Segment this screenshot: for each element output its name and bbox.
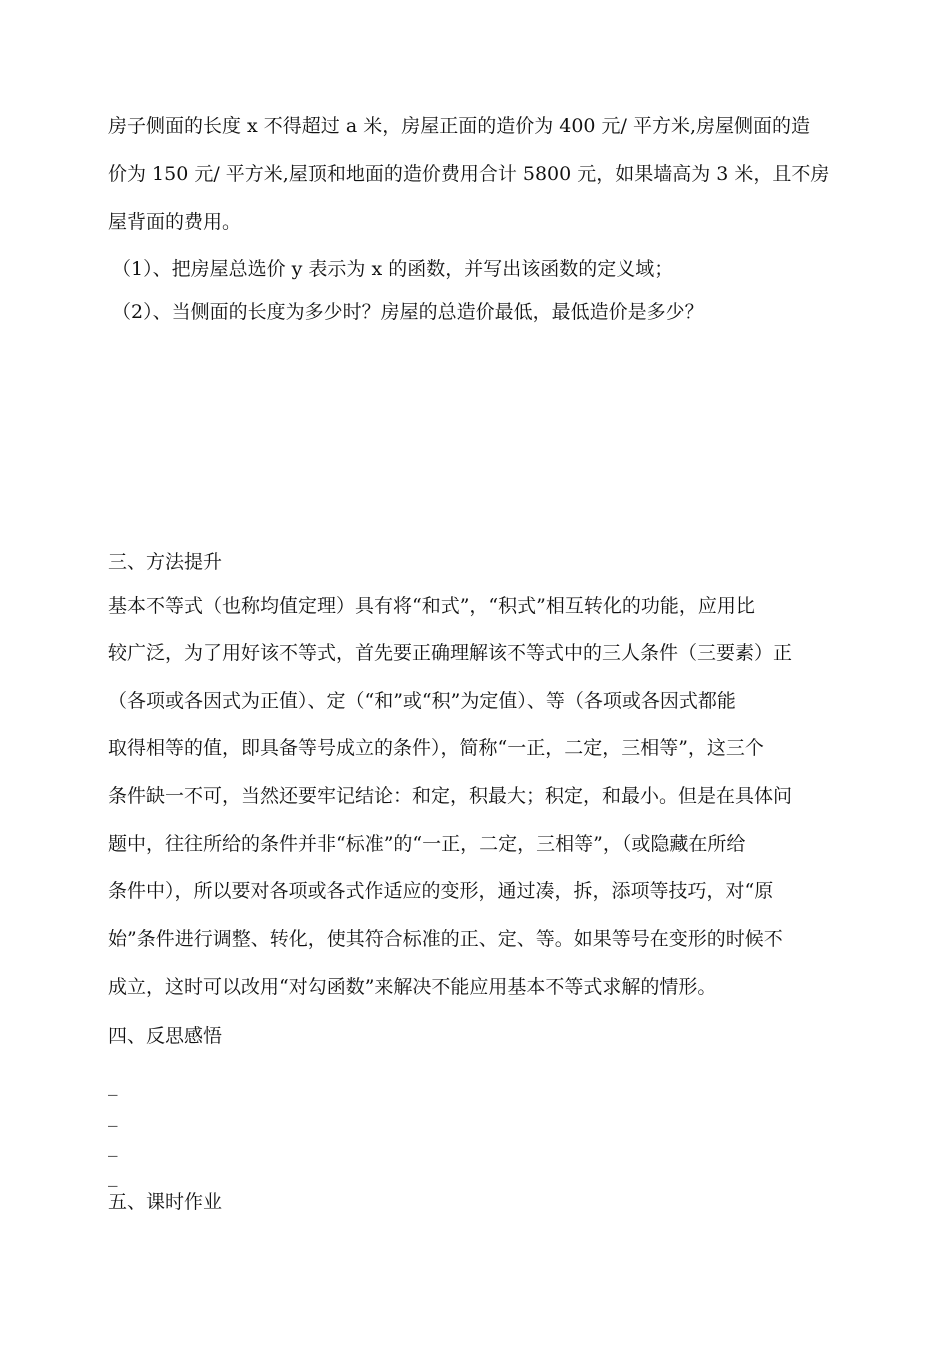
- section-3-line-3: （各项或各因式为正值）、定（“和”或“积”为定值）、等（各项或各因式都能: [108, 690, 736, 712]
- section-3-line-6: 题中，往往所给的条件并非“标准”的“一正，二定，三相等”，（或隐藏在所给: [108, 833, 746, 855]
- problem-line-1: 房子侧面的长度 x 不得超过 a 米，房屋正面的造价为 400 元/ 平方米,房屋侧面的造: [108, 115, 811, 137]
- question-1: （1）、把房屋总选价 y 表示为 x 的函数，并写出该函数的定义域；: [112, 258, 674, 280]
- problem-line-2: 价为 150 元/ 平方米,屋顶和地面的造价费用合计 5800 元，如果墙高为 3 米，且不房: [108, 163, 830, 185]
- section-3-line-5: 条件缺一不可，当然还要牢记结论：和定，积最大；积定，和最小。但是在具体问: [108, 785, 793, 807]
- question-2: （2）、当侧面的长度为多少时？房屋的总造价最低，最低造价是多少？: [112, 301, 704, 323]
- reflection-blank-3: _: [108, 1135, 118, 1157]
- section-3-line-7: 条件中），所以要对各项或各式作适应的变形，通过凑，拆，添项等技巧，对“原: [108, 880, 774, 902]
- section-3-line-4: 取得相等的值，即具备等号成立的条件），简称“一正，二定，三相等”，这三个: [108, 737, 764, 759]
- section-3-line-1: 基本不等式（也称均值定理）具有将“和式”，“积式”相互转化的功能，应用比: [108, 595, 755, 617]
- section-3-line-8: 始”条件进行调整、转化，使其符合标准的正、定、等。如果等号在变形的时候不: [108, 928, 783, 950]
- section-3-heading: 三、方法提升: [108, 551, 223, 573]
- reflection-blank-4: _: [108, 1165, 118, 1187]
- section-3-line-9: 成立，这时可以改用“对勾函数”来解决不能应用基本不等式求解的情形。: [108, 976, 717, 998]
- section-5-heading: 五、课时作业: [108, 1191, 223, 1213]
- section-4-heading: 四、反思感悟: [108, 1025, 223, 1047]
- section-3-line-2: 较广泛，为了用好该不等式，首先要正确理解该不等式中的三人条件（三要素）正: [108, 642, 793, 664]
- problem-line-3: 屋背面的费用。: [108, 211, 242, 233]
- reflection-blank-2: _: [108, 1105, 118, 1127]
- reflection-blank-1: _: [108, 1074, 118, 1096]
